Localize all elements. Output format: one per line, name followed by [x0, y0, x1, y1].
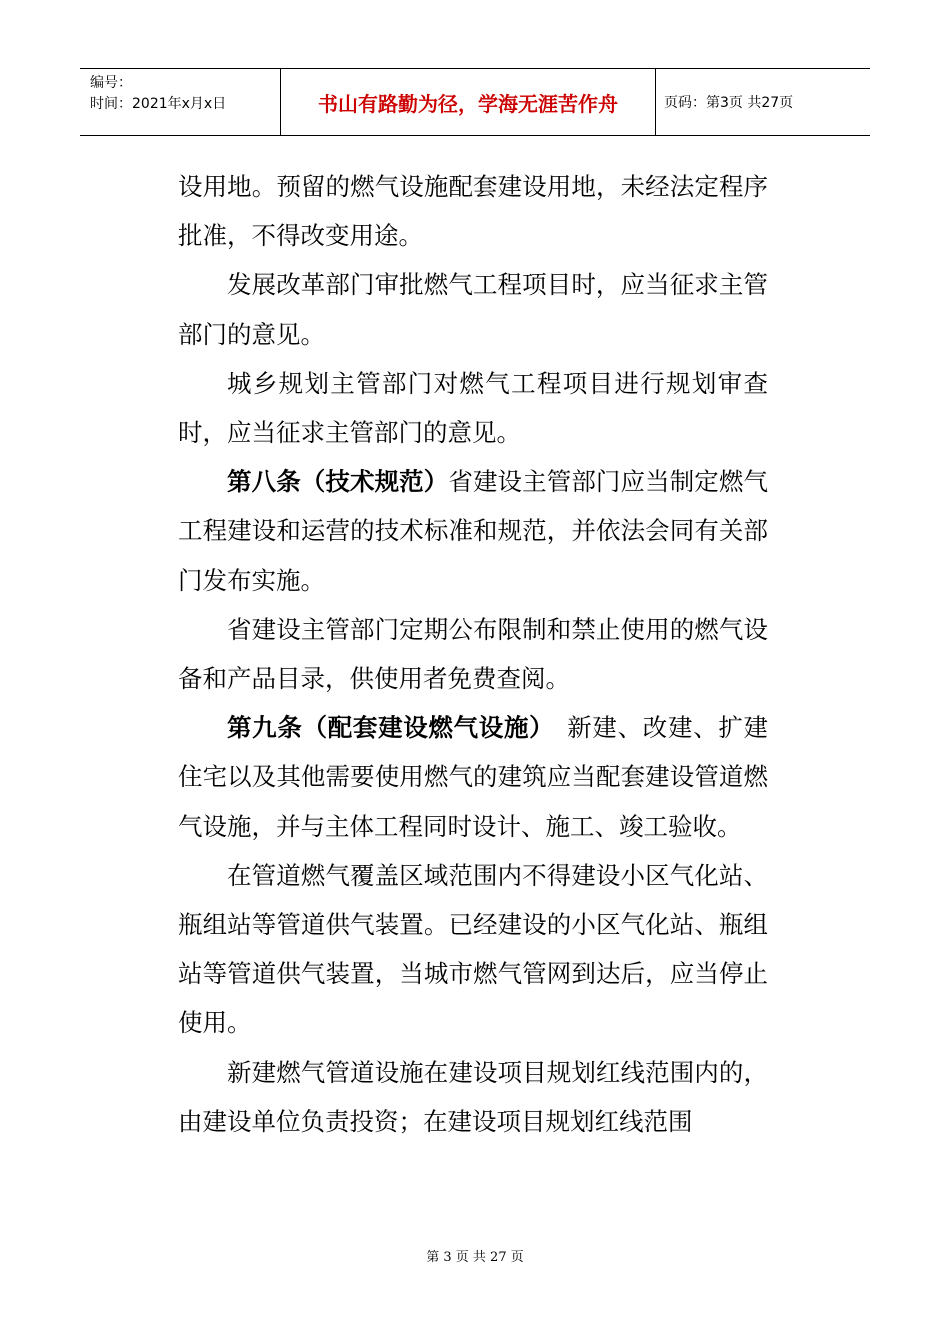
document-body — [178, 162, 768, 1146]
body-paragraph: 新建燃气管道设施在建设项目规划红线范围内的，由建设单位负责投资；在建设项目规划红线范围 — [178, 1057, 768, 1136]
body-paragraph: 设用地。预留的燃气设施配套建设用地，未经法定程序批准，不得改变用途。 — [178, 172, 768, 251]
body-paragraph: 发展改革部门审批燃气工程项目时，应当征求主管部门的意见。 — [178, 270, 768, 349]
document-number-label: 编号： — [90, 75, 132, 91]
article-heading: 第九条（配套建设燃气设施） — [227, 713, 543, 743]
article-heading: 第八条（技术规范） — [227, 467, 449, 497]
header-motto: 书山有路勤为径，学海无涯苦作舟 — [318, 91, 618, 116]
article-paragraph: 第八条（技术规范）省建设主管部门应当制定燃气工程建设和运营的技术标准和规范，并依法会同有关部门发布实施。 — [178, 467, 769, 595]
footer-page-number: 第 3 页 共 27 页 — [426, 1250, 524, 1265]
header-page-cell — [656, 69, 870, 135]
header-page-info: 页码：第3页 共27页 — [664, 95, 794, 111]
article-paragraph: 第九条（配套建设燃气设施） 新建、改建、扩建住宅以及其他需要使用燃气的建筑应当配套建设管道燃气设施，并与主体工程同时设计、施工、竣工验收。 — [178, 713, 769, 841]
header-motto-cell — [281, 69, 656, 135]
document-date-label: 时间：2021年x月x日 — [90, 96, 227, 112]
header-meta-cell — [80, 69, 281, 135]
body-paragraph: 省建设主管部门定期公布限制和禁止使用的燃气设备和产品目录，供使用者免费查阅。 — [178, 614, 768, 694]
document-header — [80, 68, 870, 136]
page-footer — [0, 1246, 950, 1265]
body-paragraph: 在管道燃气覆盖区域范围内不得建设小区气化站、瓶组站等管道供气装置。已经建设的小区气化站、瓶组站等管道供气装置，当城市燃气管网到达后，应当停止使用。 — [178, 860, 768, 1038]
body-paragraph: 城乡规划主管部门对燃气工程项目进行规划审查时，应当征求主管部门的意见。 — [178, 368, 768, 448]
